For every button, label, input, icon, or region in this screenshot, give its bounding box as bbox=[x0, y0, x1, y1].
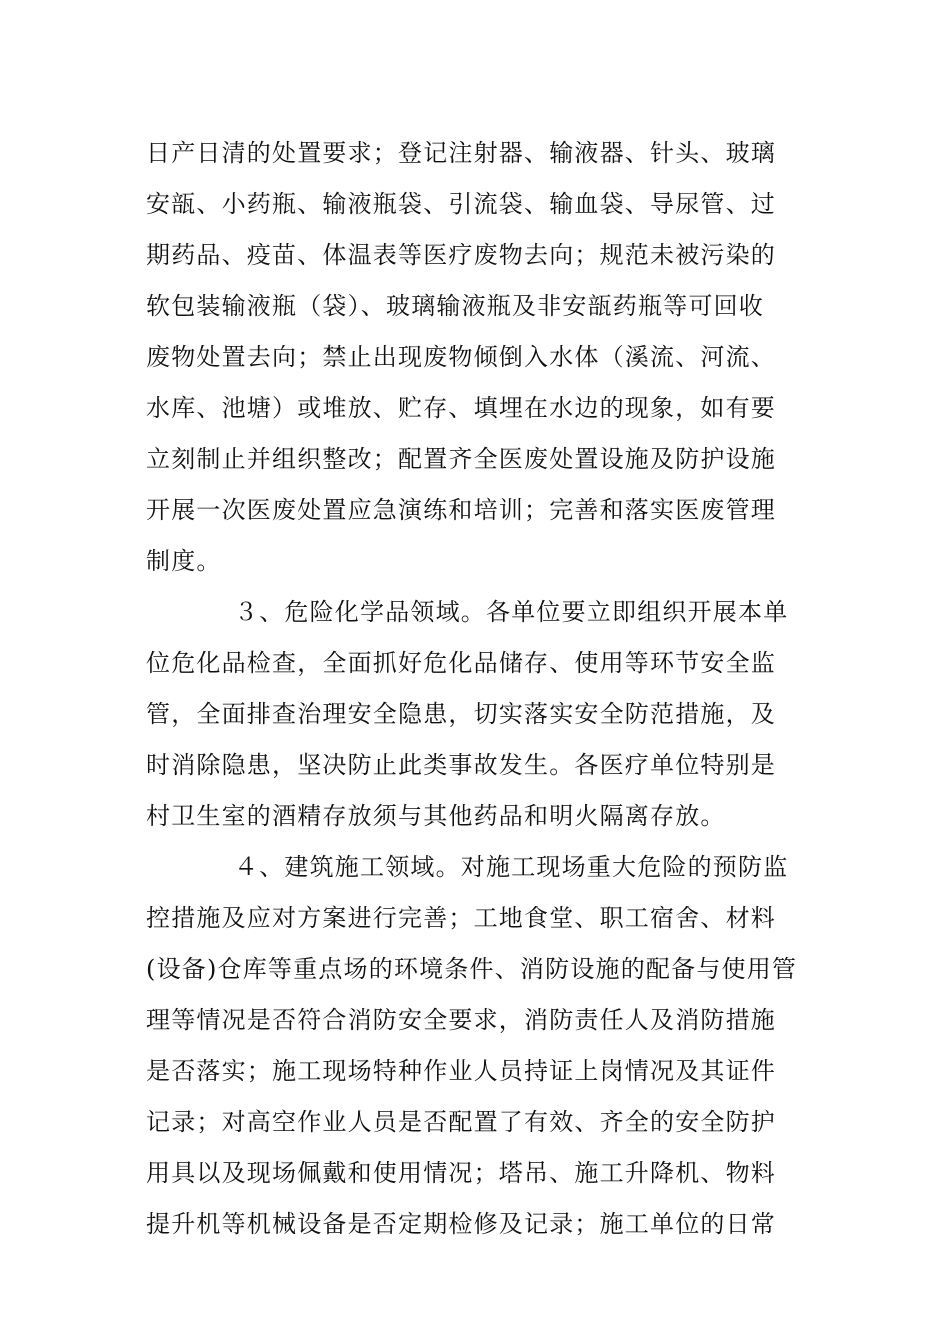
text-line: 水库、池塘）或堆放、贮存、填埋在水边的现象，如有要 bbox=[146, 394, 776, 422]
text-line: 村卫生室的酒精存放须与其他药品和明火隔离存放。 bbox=[146, 802, 726, 830]
text-line: (设备)仓库等重点场的环境条件、消防设施的配备与使用管 bbox=[146, 955, 798, 983]
text-line: 软包装输液瓶（袋）、玻璃输液瓶及非安瓿药瓶等可回收 bbox=[146, 292, 764, 320]
body-text bbox=[146, 128, 806, 1250]
text-line: 管，全面排查治理安全隐患，切实落实安全防范措施，及 bbox=[146, 700, 776, 728]
text-line: 时消除隐患，坚决防止此类事故发生。各医疗单位特别是 bbox=[146, 751, 776, 779]
text-line: 废物处置去向；禁止出现废物倾倒入水体（溪流、河流、 bbox=[146, 343, 776, 371]
text-line: 记录；对高空作业人员是否配置了有效、齐全的安全防护 bbox=[146, 1108, 776, 1136]
text-line: 位危化品检查，全面抓好危化品储存、使用等环节安全监 bbox=[146, 649, 776, 677]
text-line: 期药品、疫苗、体温表等医疗废物去向；规范未被污染的 bbox=[146, 241, 776, 269]
text-line: 控措施及应对方案进行完善；工地食堂、职工宿舍、材料 bbox=[146, 904, 776, 932]
text-line: 提升机等机械设备是否定期检修及记录；施工单位的日常 bbox=[146, 1210, 776, 1238]
section-heading-line: ３、危险化学品领域。各单位要立即组织开展本单 bbox=[234, 598, 789, 626]
text-line: 立刻制止并组织整改；配置齐全医废处置设施及防护设施 bbox=[146, 445, 776, 473]
text-line: 用具以及现场佩戴和使用情况；塔吊、施工升降机、物料 bbox=[146, 1159, 776, 1187]
text-line: 理等情况是否符合消防安全要求，消防责任人及消防措施 bbox=[146, 1006, 776, 1034]
text-line: 安瓿、小药瓶、输液瓶袋、引流袋、输血袋、导尿管、过 bbox=[146, 190, 776, 218]
text-line: 是否落实；施工现场特种作业人员持证上岗情况及其证件 bbox=[146, 1057, 776, 1085]
text-line: 制度。 bbox=[146, 547, 222, 575]
section-heading-line: ４、建筑施工领域。对施工现场重大危险的预防监 bbox=[234, 853, 789, 881]
text-line: 开展一次医废处置应急演练和培训；完善和落实医废管理 bbox=[146, 496, 776, 524]
text-line: 日产日清的处置要求；登记注射器、输液器、针头、玻璃 bbox=[146, 139, 776, 167]
